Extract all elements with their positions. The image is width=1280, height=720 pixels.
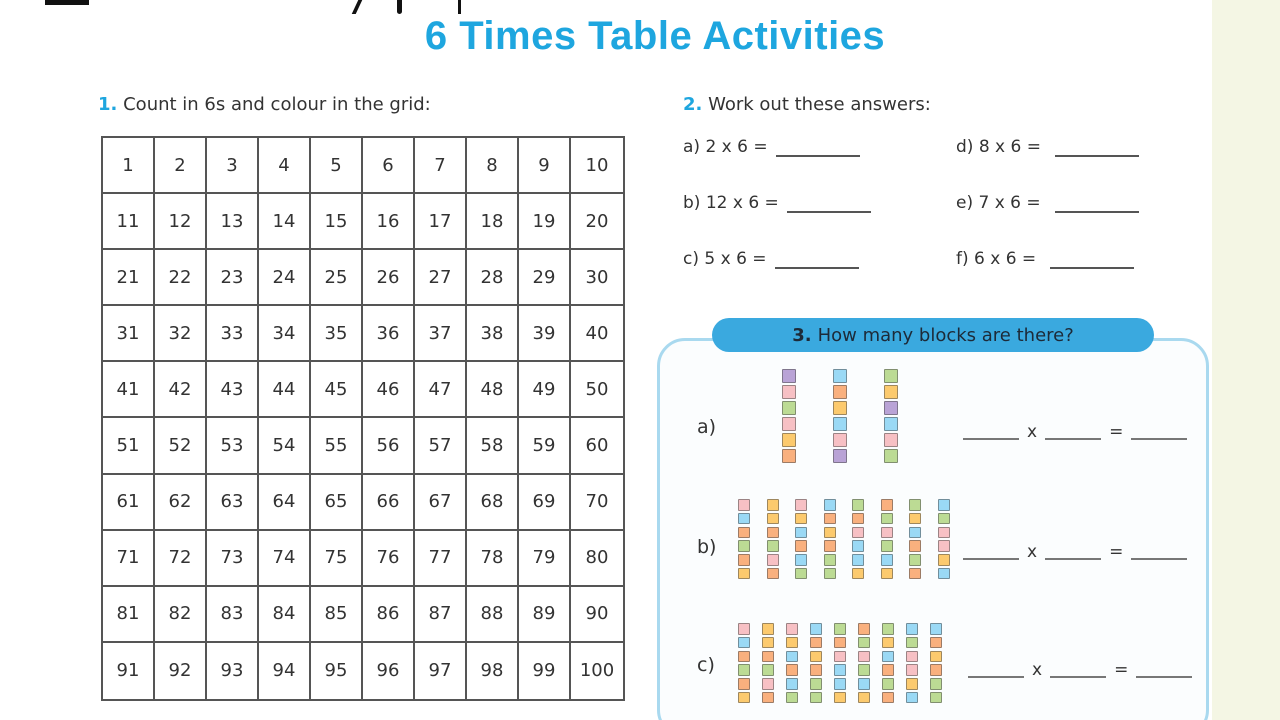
block-blue [930,623,942,635]
grid-cell[interactable]: 49 [519,362,571,418]
grid-cell[interactable]: 55 [311,418,363,474]
grid-cell[interactable]: 11 [103,194,155,250]
grid-cell[interactable]: 96 [363,643,415,699]
times-symbol: x [1032,660,1043,680]
block-green [762,664,774,676]
grid-cell[interactable]: 37 [415,306,467,362]
block-tower [938,499,950,582]
block-yellow [833,401,847,415]
block-blue [824,499,836,511]
block-green [882,623,894,635]
grid-cell[interactable]: 63 [207,475,259,531]
block-blue [795,554,807,566]
grid-cell[interactable]: 83 [207,587,259,643]
grid-cell[interactable]: 77 [415,531,467,587]
block-orange [738,527,750,539]
block-green [906,637,918,649]
block-blue [882,651,894,663]
grid-cell[interactable]: 6 [363,138,415,194]
question-text: Work out these answers: [708,94,931,115]
block-orange [909,568,921,580]
block-pink [938,527,950,539]
grid-cell[interactable]: 24 [259,250,311,306]
grid-cell[interactable]: 31 [103,306,155,362]
answer-blank[interactable] [1045,430,1101,440]
grid-cell[interactable]: 18 [467,194,519,250]
block-yellow [767,499,779,511]
hundred-square-grid [101,136,625,701]
answer-blank[interactable] [1131,430,1187,440]
grid-cell[interactable]: 73 [207,531,259,587]
grid-cell[interactable]: 71 [103,531,155,587]
block-green [909,554,921,566]
answer-blank[interactable] [963,430,1019,440]
grid-cell[interactable]: 36 [363,306,415,362]
block-green [738,540,750,552]
block-tower [786,623,798,706]
block-blue [852,554,864,566]
block-blue [834,678,846,690]
calc-label: c) 5 x 6 = [683,249,767,269]
block-orange [767,568,779,580]
block-blue [881,554,893,566]
block-green [938,513,950,525]
grid-cell[interactable]: 67 [415,475,467,531]
grid-cell[interactable]: 59 [519,418,571,474]
block-towers-c [738,623,954,706]
question-2-heading [683,94,931,115]
block-green [858,637,870,649]
block-tower [852,499,864,582]
block-blue [909,527,921,539]
grid-cell[interactable]: 35 [311,306,363,362]
block-green [930,692,942,704]
grid-cell[interactable]: 43 [207,362,259,418]
block-tower [930,623,942,706]
grid-cell[interactable]: 46 [363,362,415,418]
block-pink [738,623,750,635]
block-tower [858,623,870,706]
block-pink [858,651,870,663]
equals-symbol: = [1114,660,1129,680]
calc-item-d [956,137,1139,157]
grid-cell[interactable]: 78 [467,531,519,587]
block-yellow [762,623,774,635]
block-purple [833,449,847,463]
block-orange [858,623,870,635]
grid-cell[interactable]: 9 [519,138,571,194]
question-text: How many blocks are there? [817,324,1074,346]
block-pink [834,651,846,663]
grid-cell[interactable]: 98 [467,643,519,699]
block-green [824,568,836,580]
block-green [852,499,864,511]
block-blue [938,499,950,511]
block-pink [906,664,918,676]
block-blue [738,637,750,649]
block-yellow [738,568,750,580]
block-blue [858,678,870,690]
side-strip [1212,0,1280,720]
block-tower [767,499,779,582]
calc-item-b [683,193,871,213]
header-artwork-bar [45,0,89,5]
block-blue [810,623,822,635]
block-orange [852,513,864,525]
grid-cell[interactable]: 33 [207,306,259,362]
grid-cell[interactable]: 5 [311,138,363,194]
block-blue [786,678,798,690]
question-number: 3. [792,324,812,346]
block-yellow [930,651,942,663]
grid-cell[interactable]: 94 [259,643,311,699]
block-tower [833,369,847,465]
equals-symbol: = [1109,542,1124,562]
grid-cell[interactable]: 41 [103,362,155,418]
answer-blank[interactable] [963,550,1019,560]
question-number: 1. [98,94,118,115]
block-tower [782,369,796,465]
part-label-b: b) [697,536,717,558]
grid-cell[interactable]: 54 [259,418,311,474]
grid-cell[interactable]: 3 [207,138,259,194]
grid-cell[interactable]: 84 [259,587,311,643]
calc-item-c [683,249,859,269]
block-orange [833,385,847,399]
part-label-a: a) [697,416,717,438]
block-orange [882,664,894,676]
header-artwork-stroke [458,0,461,14]
answer-blank[interactable] [775,253,859,269]
block-green [795,568,807,580]
block-tower [738,623,750,706]
block-yellow [852,568,864,580]
grid-cell[interactable]: 30 [571,250,623,306]
block-orange [782,449,796,463]
grid-cell[interactable]: 39 [519,306,571,362]
block-yellow [810,651,822,663]
grid-cell[interactable]: 58 [467,418,519,474]
grid-cell[interactable]: 40 [571,306,623,362]
answer-blank[interactable] [1136,668,1192,678]
block-blue [833,417,847,431]
block-blue [906,623,918,635]
block-tower [909,499,921,582]
block-pink [767,554,779,566]
grid-cell[interactable]: 16 [363,194,415,250]
block-yellow [909,513,921,525]
grid-cell[interactable]: 87 [415,587,467,643]
block-orange [930,664,942,676]
block-orange [738,651,750,663]
block-pink [738,499,750,511]
block-yellow [795,513,807,525]
block-tower [795,499,807,582]
block-orange [795,540,807,552]
block-green [834,623,846,635]
grid-cell[interactable]: 66 [363,475,415,531]
grid-cell[interactable]: 85 [311,587,363,643]
block-yellow [738,692,750,704]
grid-cell[interactable]: 79 [519,531,571,587]
grid-cell[interactable]: 70 [571,475,623,531]
question-number: 2. [683,94,703,115]
grid-cell[interactable]: 28 [467,250,519,306]
grid-cell[interactable]: 14 [259,194,311,250]
answer-blank[interactable] [1055,197,1139,213]
header-artwork-stroke [352,0,363,14]
block-blue [795,527,807,539]
question-1-heading [98,94,431,115]
grid-cell[interactable]: 80 [571,531,623,587]
block-orange [930,637,942,649]
grid-cell[interactable]: 25 [311,250,363,306]
block-tower [834,623,846,706]
block-green [810,678,822,690]
block-orange [824,540,836,552]
block-orange [881,499,893,511]
grid-cell[interactable]: 23 [207,250,259,306]
grid-cell[interactable]: 99 [519,643,571,699]
block-green [824,554,836,566]
grid-cell[interactable]: 27 [415,250,467,306]
grid-cell[interactable]: 72 [155,531,207,587]
grid-cell[interactable]: 51 [103,418,155,474]
grid-cell[interactable]: 97 [415,643,467,699]
equation-a [963,420,1187,440]
block-orange [834,637,846,649]
grid-cell[interactable]: 91 [103,643,155,699]
block-orange [909,540,921,552]
block-pink [833,433,847,447]
calc-label: f) 6 x 6 = [956,249,1037,269]
block-yellow [786,637,798,649]
block-blue [884,417,898,431]
block-pink [795,499,807,511]
calc-item-a [683,137,860,157]
grid-cell[interactable]: 1 [103,138,155,194]
grid-cell[interactable]: 53 [207,418,259,474]
block-pink [786,623,798,635]
question-3-heading [712,318,1154,352]
block-towers-a [782,369,935,465]
block-yellow [834,692,846,704]
grid-cell[interactable]: 4 [259,138,311,194]
block-tower [824,499,836,582]
grid-cell[interactable]: 88 [467,587,519,643]
answer-blank[interactable] [776,141,860,157]
block-yellow [858,692,870,704]
grid-cell[interactable]: 90 [571,587,623,643]
block-pink [884,433,898,447]
calc-label: e) 7 x 6 = [956,193,1041,213]
question-text: Count in 6s and colour in the grid: [123,94,431,115]
block-pink [906,651,918,663]
grid-cell[interactable]: 74 [259,531,311,587]
grid-cell[interactable]: 93 [207,643,259,699]
block-green [884,449,898,463]
block-yellow [824,527,836,539]
block-green [767,540,779,552]
grid-cell[interactable]: 65 [311,475,363,531]
block-orange [810,637,822,649]
grid-cell[interactable]: 21 [103,250,155,306]
calc-item-f [956,249,1134,269]
block-orange [810,664,822,676]
block-tower [906,623,918,706]
block-tower [881,499,893,582]
block-green [881,513,893,525]
block-green [930,678,942,690]
equals-symbol: = [1109,422,1124,442]
grid-cell[interactable]: 19 [519,194,571,250]
block-pink [938,540,950,552]
block-orange [786,664,798,676]
equation-b [963,540,1187,560]
grid-cell[interactable]: 20 [571,194,623,250]
block-yellow [767,513,779,525]
grid-cell[interactable]: 29 [519,250,571,306]
grid-cell[interactable]: 13 [207,194,259,250]
block-yellow [762,637,774,649]
block-pink [782,417,796,431]
block-purple [884,401,898,415]
grid-cell[interactable]: 64 [259,475,311,531]
block-green [858,664,870,676]
grid-cell[interactable]: 89 [519,587,571,643]
answer-blank[interactable] [787,197,871,213]
block-tower [738,499,750,582]
grid-cell[interactable]: 62 [155,475,207,531]
block-blue [906,692,918,704]
block-green [782,401,796,415]
block-yellow [881,568,893,580]
grid-cell[interactable]: 57 [415,418,467,474]
grid-cell[interactable]: 47 [415,362,467,418]
grid-cell[interactable]: 60 [571,418,623,474]
block-yellow [938,554,950,566]
block-green [786,692,798,704]
answer-blank[interactable] [1055,141,1139,157]
block-green [881,540,893,552]
block-blue [852,540,864,552]
grid-cell[interactable]: 26 [363,250,415,306]
block-blue [738,513,750,525]
grid-cell[interactable]: 50 [571,362,623,418]
grid-cell[interactable]: 81 [103,587,155,643]
block-blue [786,651,798,663]
grid-cell[interactable]: 68 [467,475,519,531]
block-yellow [884,385,898,399]
block-towers-b [738,499,966,582]
block-yellow [882,637,894,649]
grid-cell[interactable]: 100 [579,660,615,682]
grid-cell[interactable]: 42 [155,362,207,418]
times-symbol: x [1027,422,1038,442]
block-orange [738,554,750,566]
answer-blank[interactable] [1050,253,1134,269]
grid-cell[interactable]: 52 [155,418,207,474]
grid-cell[interactable]: 34 [259,306,311,362]
grid-cell[interactable]: 8 [467,138,519,194]
grid-cell[interactable]: 32 [155,306,207,362]
block-orange [738,678,750,690]
grid-cell[interactable]: 38 [467,306,519,362]
block-pink [762,678,774,690]
grid-cell[interactable]: 22 [155,250,207,306]
block-orange [762,692,774,704]
header-artwork-stroke [397,0,402,14]
block-orange [762,651,774,663]
grid-cell[interactable]: 12 [155,194,207,250]
block-green [884,369,898,383]
grid-cell[interactable]: 76 [363,531,415,587]
grid-cell[interactable]: 2 [155,138,207,194]
grid-cell[interactable]: 44 [259,362,311,418]
calc-label: a) 2 x 6 = [683,137,768,157]
block-blue [834,664,846,676]
grid-cell[interactable]: 75 [311,531,363,587]
block-yellow [782,433,796,447]
grid-cell[interactable]: 15 [311,194,363,250]
grid-cell[interactable]: 10 [571,138,623,194]
block-pink [852,527,864,539]
block-yellow [906,678,918,690]
grid-cell[interactable]: 7 [415,138,467,194]
answer-blank[interactable] [968,668,1024,678]
block-pink [782,385,796,399]
block-tower [762,623,774,706]
times-symbol: x [1027,542,1038,562]
block-tower [810,623,822,706]
block-blue [833,369,847,383]
block-orange [882,692,894,704]
answer-blank[interactable] [1045,550,1101,560]
grid-cell[interactable]: 92 [155,643,207,699]
part-label-c: c) [697,654,715,676]
grid-cell[interactable]: 48 [467,362,519,418]
answer-blank[interactable] [1050,668,1106,678]
block-green [810,692,822,704]
calc-label: b) 12 x 6 = [683,193,779,213]
block-pink [881,527,893,539]
block-purple [782,369,796,383]
equation-c [968,658,1192,678]
grid-cell[interactable]: 86 [363,587,415,643]
answer-blank[interactable] [1131,550,1187,560]
grid-cell[interactable]: 45 [311,362,363,418]
grid-cell[interactable]: 17 [415,194,467,250]
grid-cell[interactable]: 61 [103,475,155,531]
page-title: 6 Times Table Activities [424,14,886,58]
grid-cell[interactable]: 69 [519,475,571,531]
calc-item-e [956,193,1139,213]
grid-cell[interactable]: 56 [363,418,415,474]
block-green [738,664,750,676]
block-tower [882,623,894,706]
grid-cell[interactable]: 95 [311,643,363,699]
block-orange [824,513,836,525]
block-green [909,499,921,511]
calc-label: d) 8 x 6 = [956,137,1041,157]
grid-cell[interactable]: 82 [155,587,207,643]
block-green [882,678,894,690]
block-blue [938,568,950,580]
block-orange [767,527,779,539]
block-tower [884,369,898,465]
